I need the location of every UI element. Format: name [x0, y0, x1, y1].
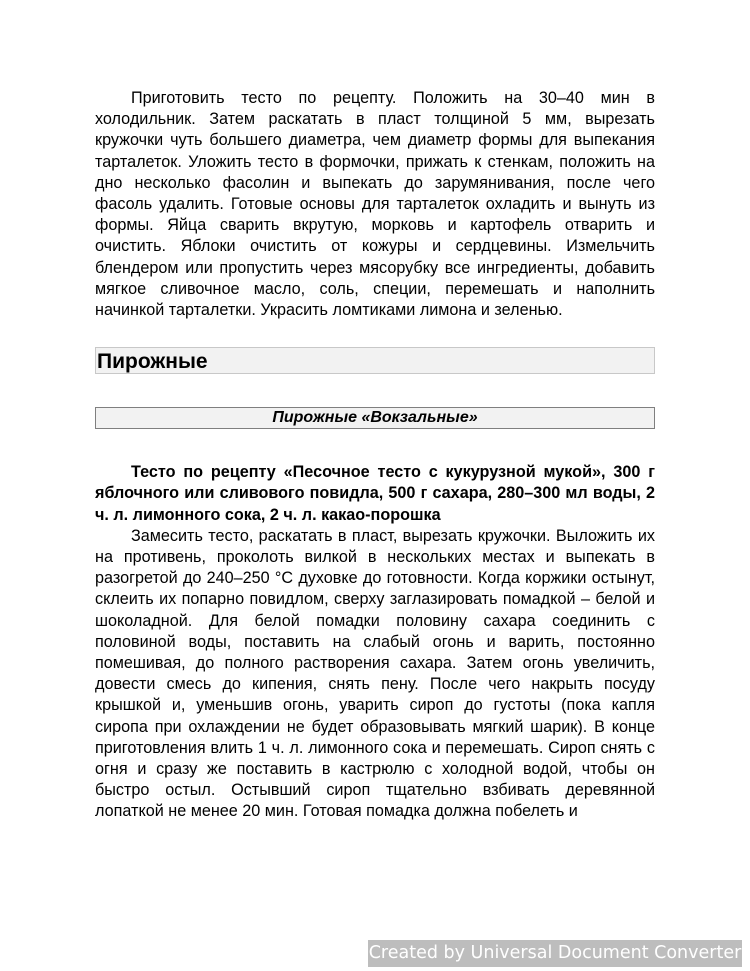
recipe-title: Пирожные «Вокзальные» — [95, 407, 655, 429]
converter-watermark: Created by Universal Document Converter — [368, 940, 742, 967]
document-page — [95, 88, 655, 823]
intro-paragraph: Приготовить тесто по рецепту. Положить на 30–40 мин в холодильник. Затем раскатать в пласт толщиной 5 мм, вырезать кружочки чуть большего диаметра, чем диаметр формы для выпекания тарталеток. Уложить тесто в формочки, прижать к стенкам, положить на дно несколько фасолин и выпекать до зарумянивания, после чего фасоль удалить. Готовые основы для тарталеток охладить и вынуть из формы. Яйца сварить вкрутую, морковь и картофель отварить и очистить. Яблоки очистить от кожуры и сердцевины. Измельчить блендером или пропустить через мясорубку все ингредиенты, добавить мягкое сливочное масло, соль, специи, перемешать и наполнить начинкой тарталетки. Украсить ломтиками лимона и зеленью. — [95, 89, 655, 320]
ingredients-paragraph: Тесто по рецепту «Песочное тесто с кукурузной мукой», 300 г яблочного или сливового повидла, 500 г сахара, 280–300 мл воды, 2 ч. л. лимонного сока, 2 ч. л. какао-порошка — [95, 463, 655, 524]
section-heading: Пирожные — [95, 347, 655, 374]
instructions-paragraph: Замесить тесто, раскатать в пласт, вырезать кружочки. Выложить их на противень, проколоть вилкой в нескольких местах и выпекать в разогретой до 240–250 °С духовке до готовности. Когда коржики остынут, склеить их попарно повидлом, сверху заглазировать помадкой – белой и шоколадной. Для белой помадки половину сахара соединить с половиной воды, поставить на слабый огонь и варить, постоянно помешивая, до полного растворения сахара. Затем огонь увеличить, довести смесь до кипения, снять пену. После чего накрыть посуду крышкой и, уменьшив огонь, уварить сироп до густоты (пока капля сиропа при охлаждении не будет образовывать мягкий шарик). В конце приготовления влить 1 ч. л. лимонного сока и перемешать. Сироп снять с огня и сразу же поставить в кастрюлю с холодной водой, чтобы он быстро остыл. Остывший сироп тщательно взбивать деревянной лопаткой не менее 20 мин. Готовая помадка должна побелеть и — [95, 526, 655, 821]
